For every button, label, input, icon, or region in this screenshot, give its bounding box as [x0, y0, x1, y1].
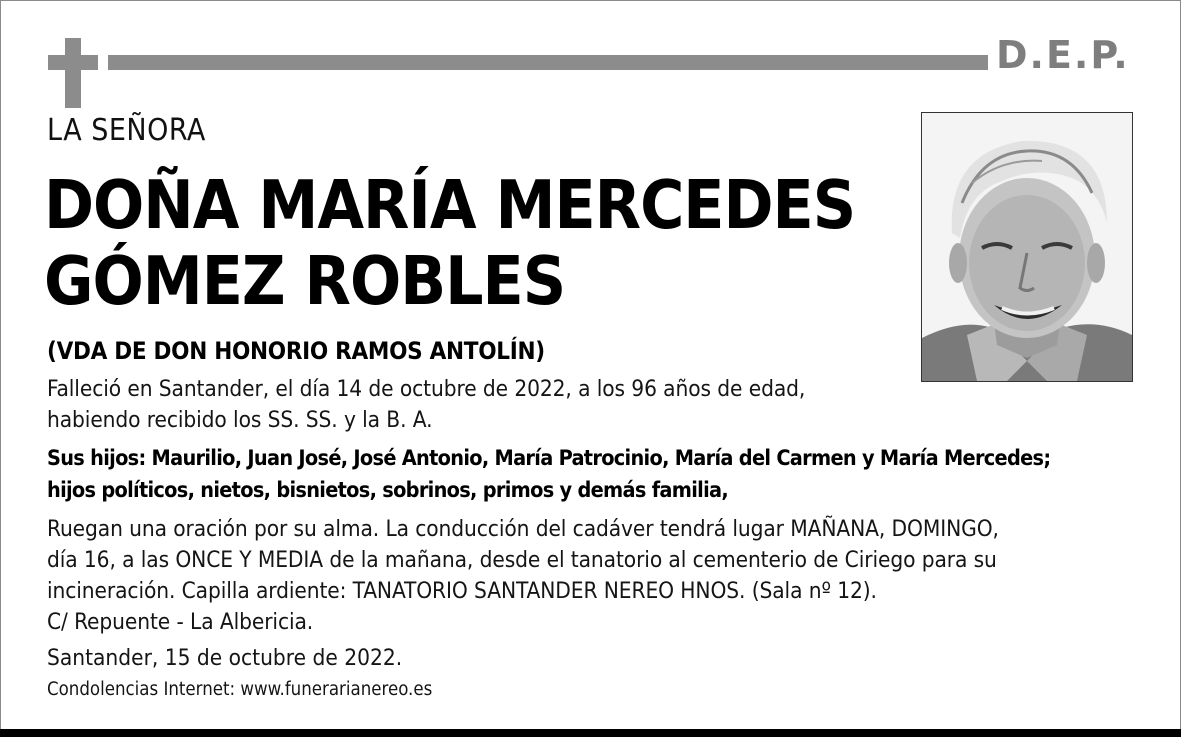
service-line: día 16, a las ONCE Y MEDIA de la mañana, desde el tanatorio al cementerio de Ciriego para su [47, 547, 997, 573]
death-line: habiendo recibido los SS. SS. y la B. A. [47, 407, 433, 433]
deceased-name-line2: GÓMEZ ROBLES [44, 242, 566, 320]
family-paragraph [47, 443, 1050, 507]
deceased-name-line1: DOÑA MARÍA MERCEDES [44, 166, 856, 244]
cross-horizontal-bar [48, 55, 98, 70]
place-date: Santander, 15 de octubre de 2022. [47, 645, 403, 671]
salutation: LA SEÑORA [47, 113, 206, 148]
top-divider [108, 55, 988, 70]
widow-of: (VDA DE DON HONORIO RAMOS ANTOLÍN) [47, 337, 545, 365]
family-line: hijos políticos, nietos, bisnietos, sobrinos, primos y demás familia, [47, 478, 728, 503]
service-line: C/ Repuente - La Albericia. [47, 609, 314, 635]
service-line: incineración. Capilla ardiente: TANATORIO SANTANDER NEREO HNOS. (Sala nº 12). [47, 578, 877, 604]
death-line: Falleció en Santander, el día 14 de octubre de 2022, a los 96 años de edad, [47, 376, 806, 402]
family-line: Sus hijos: Maurilio, Juan José, José Antonio, María Patrocinio, María del Carmen y María Mercedes; [47, 446, 1051, 471]
death-paragraph [47, 374, 805, 436]
condolences-line: Condolencias Internet: www.funerarianereo.es [47, 679, 433, 700]
portrait-photo [921, 112, 1133, 382]
service-paragraph [47, 514, 999, 638]
dep-label: D.E.P. [996, 33, 1130, 77]
cross-vertical-bar [65, 38, 81, 108]
portrait-illustration [922, 113, 1132, 381]
service-line: Ruegan una oración por su alma. La conducción del cadáver tendrá lugar MAÑANA, DOMINGO, [47, 516, 999, 542]
bottom-divider [0, 729, 1181, 737]
